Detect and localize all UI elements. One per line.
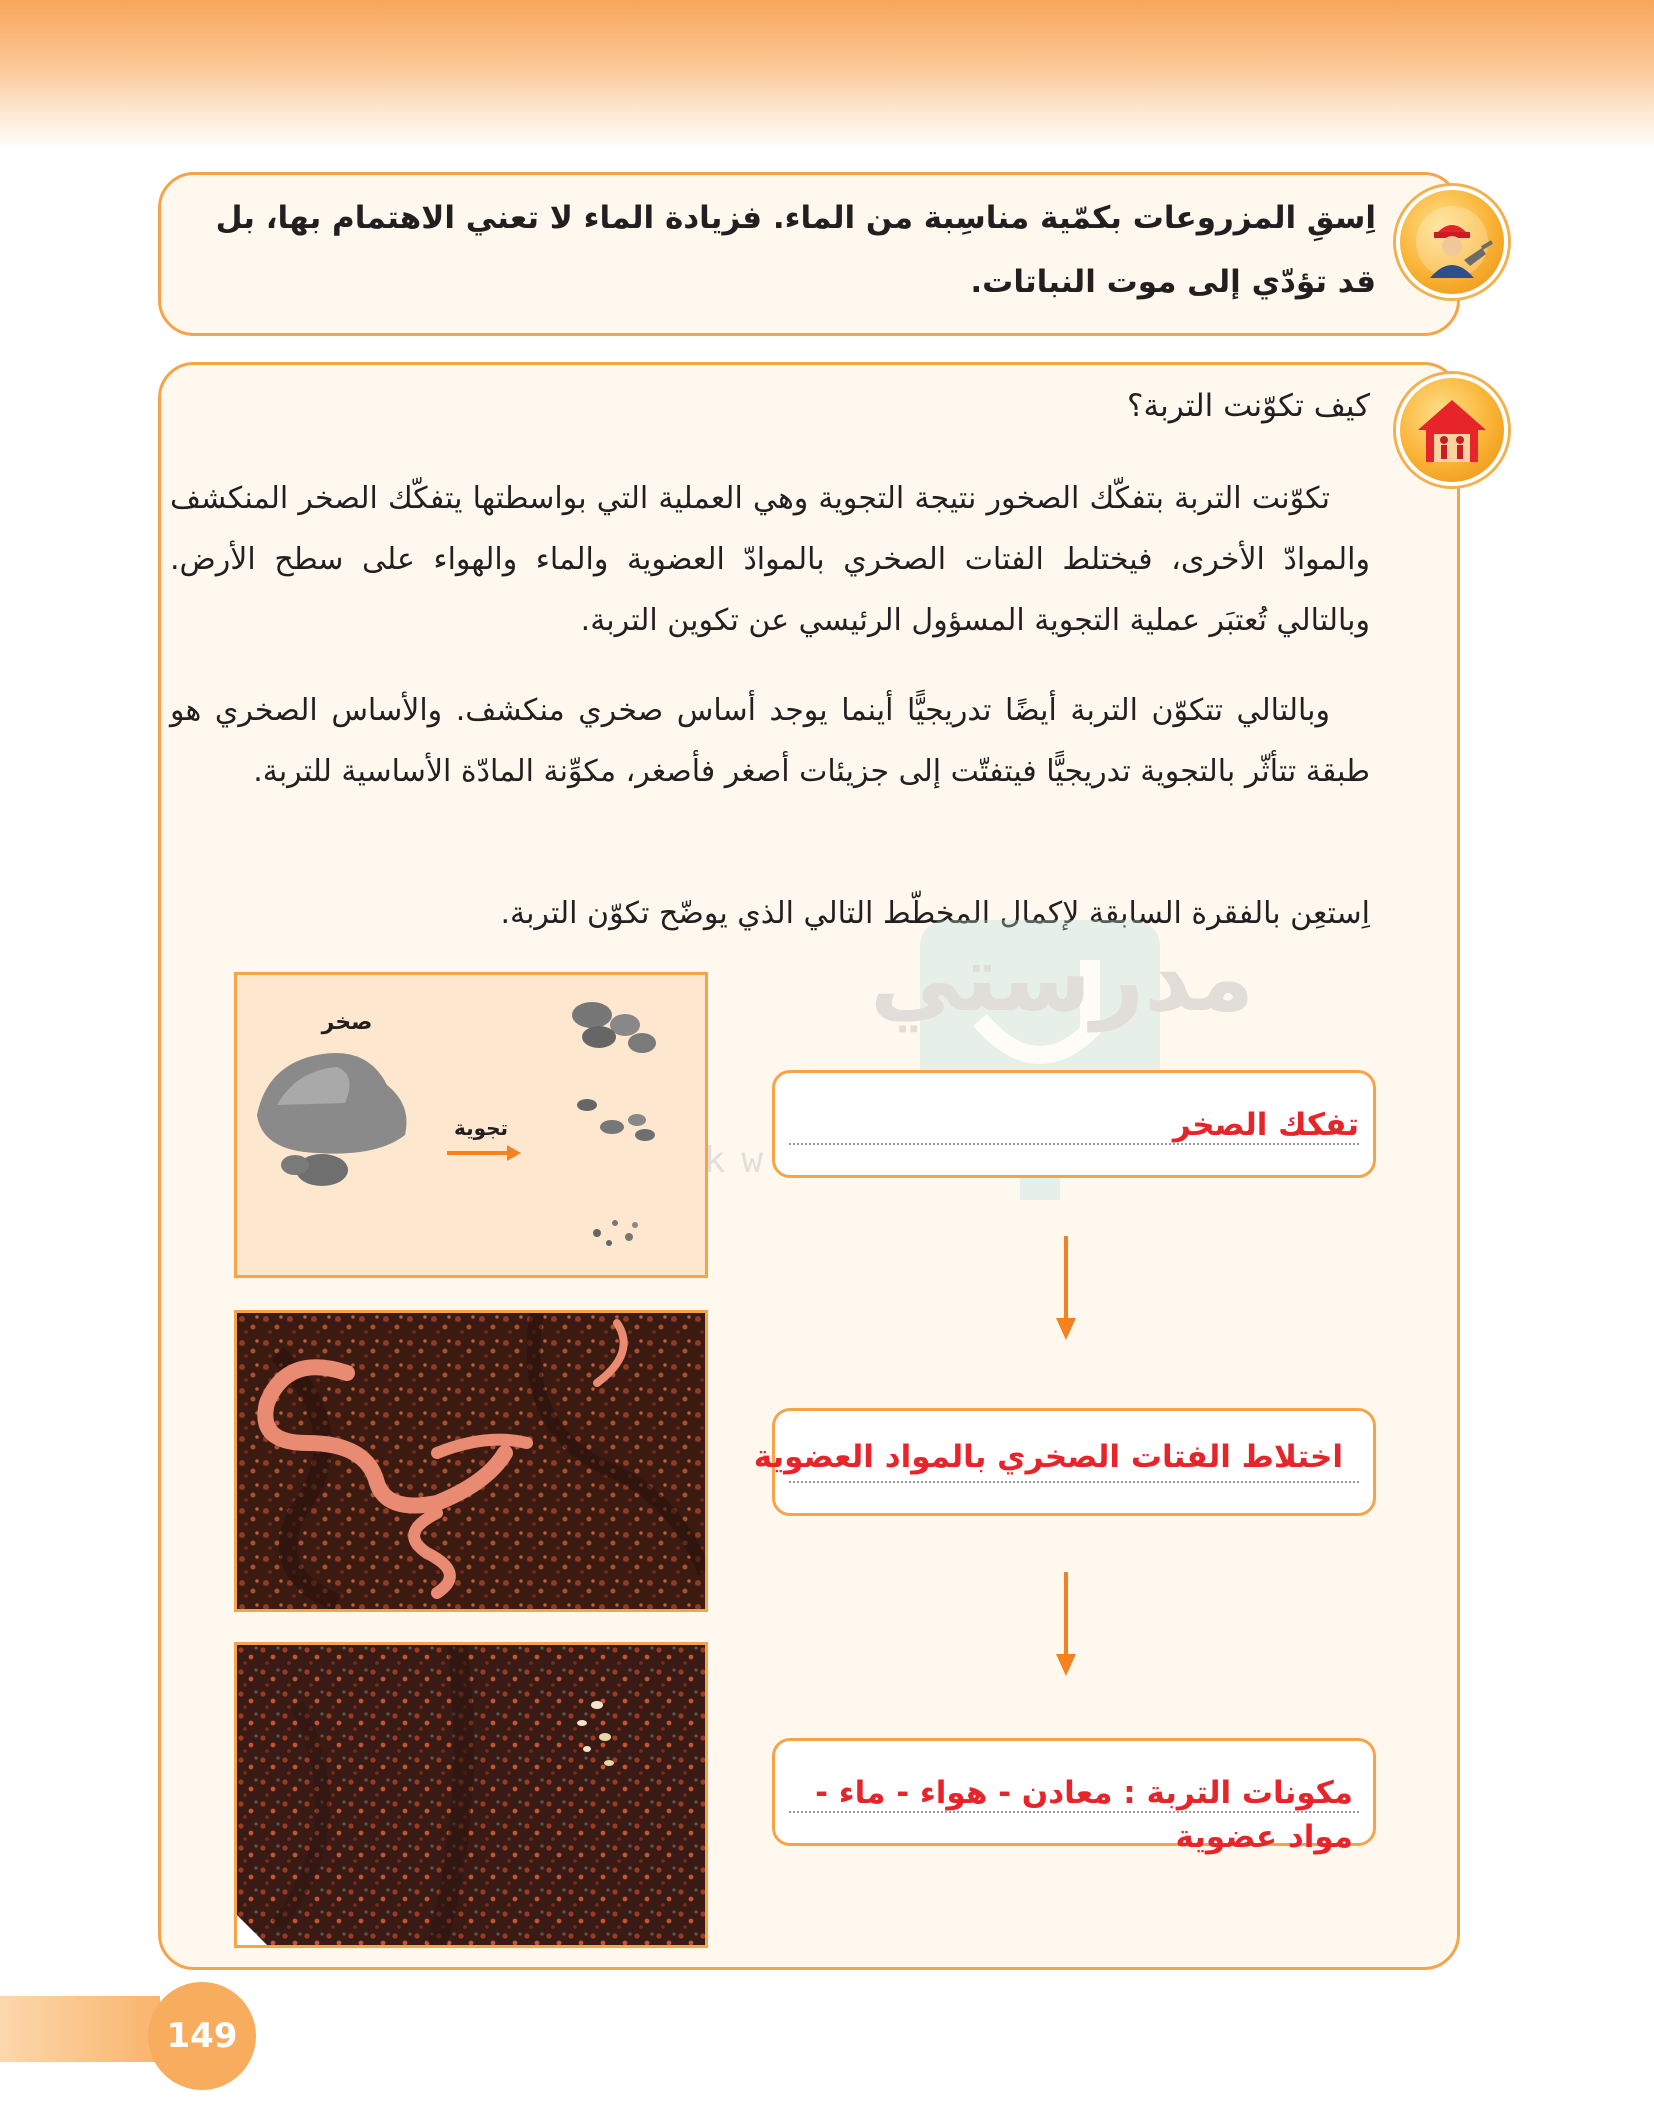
earthworms-soil-image: [234, 1310, 708, 1612]
answer-text-3: مكونات التربة : معادن - هواء - ماء - مواد عضوية: [815, 1775, 1353, 1855]
question-title: كيف تكوّنت التربة؟: [1127, 388, 1370, 424]
home-badge: [1396, 374, 1508, 486]
paragraph-bedrock: وبالتالي تتكوّن التربة أيضًا تدريجيًّا أينما يوجد أساس صخري منكشف. والأساس الصخري هو طبقة تتأثّر بالتجوية تدريجيًّا فيتفتّت إلى جزيئات أصغر فأصغر، مكوِّنة المادّة الأساسية للتربة.: [170, 693, 1370, 789]
small-rocks-icon: [577, 1099, 655, 1141]
flow-arrow-1: [1046, 1236, 1086, 1346]
answer-text-2: اختلاط الفتات الصخري بالمواد العضوية: [753, 1439, 1343, 1475]
instruction-text: اِستعِن بالفقرة السابقة لإكمال المخطّط التالي الذي يوضّح تكوّن التربة.: [500, 896, 1370, 931]
answer-box-2[interactable]: [753, 1408, 1376, 1516]
answer-box-3[interactable]: [772, 1738, 1376, 1855]
weathering-arrow-icon: [447, 1145, 521, 1161]
home-family-icon: [1400, 378, 1504, 482]
farmer-watering-icon: [1400, 190, 1504, 294]
farmer-badge: [1396, 186, 1508, 298]
top-header-band: [0, 0, 1654, 150]
soil-layer-image: [234, 1642, 708, 1948]
flow-arrow-2: [1046, 1572, 1086, 1682]
weathering-label: تجوية: [453, 1116, 509, 1140]
medium-rocks-icon: [572, 1002, 656, 1053]
tip-text: اِسقِ المزروعات بكمّية مناسِبة من الماء. فزيادة الماء لا تعني الاهتمام بها، بل قد تؤدّي إلى موت النباتات.: [215, 200, 1376, 300]
tiny-particles-icon: [593, 1220, 638, 1246]
answer-box-1[interactable]: [772, 1070, 1376, 1178]
answer-line: [789, 1481, 1359, 1483]
page-number-tab: [0, 1996, 160, 2062]
large-rock-icon: [257, 1053, 407, 1186]
rock-label: صخر: [321, 1010, 373, 1035]
page-number: 149: [148, 1982, 256, 2090]
rock-weathering-image: [234, 972, 708, 1278]
answer-text-1: تفكك الصخر: [1172, 1107, 1359, 1143]
paragraph-soil-formation: تكوّنت التربة بتفكّك الصخور نتيجة التجوية وهي العملية التي بواسطتها يتفكّك الصخر المنكشف والموادّ الأخرى، فيختلط الفتات الصخري بالموادّ العضوية والماء والهواء على سطح الأرض. وبالتالي تُعتبَر عملية التجوية المسؤول الرئيسي عن تكوين التربة.: [170, 481, 1370, 638]
watermark-site-name: مدرستي: [870, 925, 1255, 1032]
